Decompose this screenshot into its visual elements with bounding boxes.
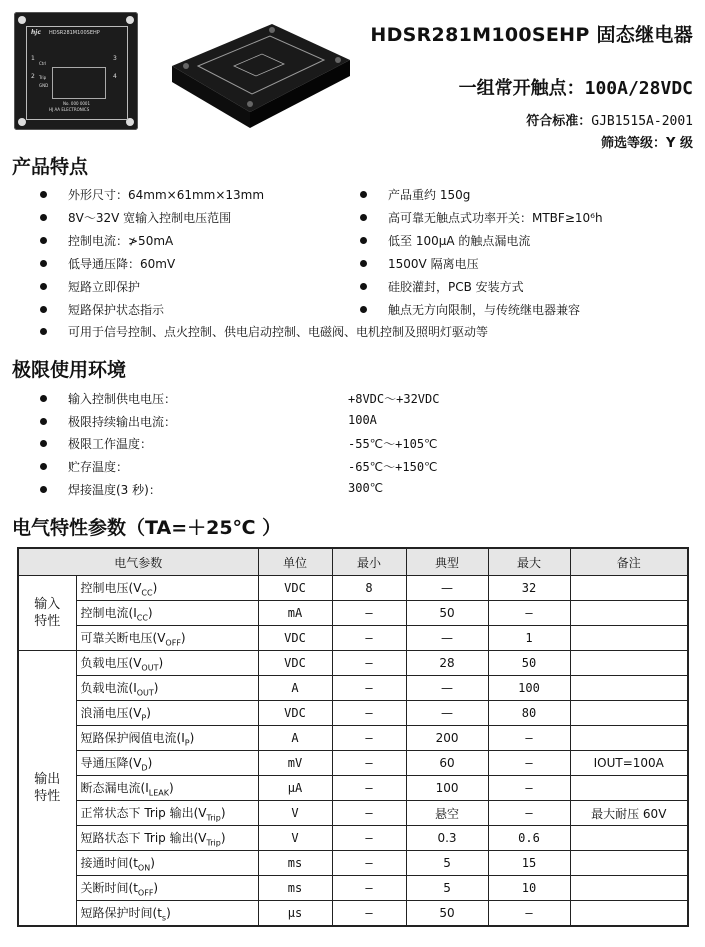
group-label [18, 576, 76, 651]
limit-label: 贮存温度： [68, 458, 128, 475]
pin-label: Trip [39, 75, 47, 80]
circuit-diagram-print [52, 67, 106, 99]
standard-line [526, 110, 693, 129]
cell-unit: A [258, 676, 332, 701]
table-row [18, 651, 688, 676]
param-subscript: OFF [165, 638, 181, 648]
cell-note [570, 676, 688, 701]
limit-label: 焊接温度(3 秒)： [68, 481, 161, 498]
table-row [18, 876, 688, 901]
bullet-icon [40, 440, 47, 447]
section-heading-limits: 极限使用环境 [12, 359, 127, 381]
param-cell: 短路保护阀值电流$(I_P)$ [76, 726, 258, 751]
group-label-line: 特性 [34, 789, 61, 804]
feature-item: 可用于信号控制、点火控制、供电启动控制、电磁阀、电机控制及照明灯驱动等 [68, 323, 488, 340]
cell-typ: 28 [406, 651, 488, 676]
cell-note [570, 876, 688, 901]
cell-min: — [332, 876, 406, 901]
bullet-icon [40, 486, 47, 493]
param-subscript: OFF [137, 888, 154, 898]
limit-value: 300℃ [348, 481, 384, 495]
bullet-icon [40, 395, 47, 402]
table-row [18, 751, 688, 776]
cell-typ: 0.3 [406, 826, 488, 851]
cell-min: — [332, 851, 406, 876]
cell-min: — [332, 651, 406, 676]
cell-min: — [332, 701, 406, 726]
bullet-icon [40, 191, 47, 198]
table-row [18, 601, 688, 626]
param-subscript: Trip [206, 813, 221, 823]
param-symbol: I [133, 605, 137, 620]
cell-unit: VDC [258, 701, 332, 726]
table-row [18, 826, 688, 851]
feature-item: 外形尺寸：64mm×61mm×13mm [68, 186, 264, 203]
param-name: 短路保护时间 [80, 905, 153, 920]
cell-note [570, 651, 688, 676]
electrical-spec-table [17, 547, 689, 927]
cell-min: — [332, 751, 406, 776]
manufacturer-print: HJ AA ELECTRONICS [49, 107, 90, 112]
cell-max: 50 [488, 651, 570, 676]
cell-note: 最大耐压 60V [570, 801, 688, 826]
param-symbol: t [157, 905, 162, 920]
grade-label: 筛选等级： [601, 136, 667, 151]
param-cell: 控制电流$(I_{CC})$ [76, 601, 258, 626]
param-cell: 负载电压$(V_{OUT})$ [76, 651, 258, 676]
cell-typ: — [406, 701, 488, 726]
pin-number: 2 [31, 73, 35, 80]
param-cell: 可靠关断电压$(V_{OFF})$ [76, 626, 258, 651]
table-row [18, 801, 688, 826]
cell-min: — [332, 776, 406, 801]
param-name: 控制电流 [80, 605, 129, 620]
param-name: 短路保护阀值电流 [80, 730, 177, 745]
standard-label: 符合标准： [526, 114, 592, 129]
pin-number: 4 [113, 73, 117, 80]
param-subscript: OUT [141, 663, 159, 673]
param-subscript: D [141, 763, 148, 773]
cell-typ: — [406, 576, 488, 601]
cell-min: — [332, 676, 406, 701]
param-symbol: I [145, 780, 149, 795]
cell-max: 1 [488, 626, 570, 651]
cell-typ: 60 [406, 751, 488, 776]
table-row [18, 576, 688, 601]
limit-value: 100A [348, 413, 377, 427]
param-name: 可靠关断电压 [80, 630, 153, 645]
param-subscript: P [184, 738, 190, 748]
table-row [18, 776, 688, 801]
param-name: 负载电压 [80, 655, 129, 670]
bullet-icon [40, 260, 47, 267]
feature-item: 1500V 隔离电压 [388, 255, 479, 272]
feature-item: 触点无方向限制，与传统继电器兼容 [388, 301, 580, 318]
standard-value: GJB1515A-2001 [591, 114, 693, 129]
bullet-icon [40, 463, 47, 470]
bullet-icon [40, 283, 47, 290]
param-cell: 导通压降$(V_D)$ [76, 751, 258, 776]
cell-min: — [332, 726, 406, 751]
pin-number: 1 [31, 55, 35, 62]
mount-hole [18, 16, 26, 24]
cell-typ: 悬空 [406, 801, 488, 826]
feature-item: 硅胶灌封，PCB 安装方式 [388, 278, 524, 295]
table-row [18, 626, 688, 651]
limit-value: -65℃～+150℃ [348, 460, 438, 474]
cell-note [570, 576, 688, 601]
bullet-icon [40, 214, 47, 221]
cell-min: — [332, 601, 406, 626]
cell-min: — [332, 626, 406, 651]
cell-unit: VDC [258, 576, 332, 601]
section-heading-features: 产品特点 [12, 156, 89, 178]
product-subtitle: 一组常开触点：100A/28VDC [458, 78, 693, 99]
cell-typ: 50 [406, 901, 488, 927]
mount-hole [126, 16, 134, 24]
cell-note [570, 901, 688, 927]
param-symbol: V [198, 830, 207, 845]
param-symbol: V [157, 630, 166, 645]
bullet-icon [360, 283, 367, 290]
column-header: 电气参数 [18, 548, 258, 576]
feature-item: 短路立即保护 [68, 278, 140, 295]
cell-note: IOUT=100A [570, 751, 688, 776]
param-subscript: s [161, 913, 167, 923]
cell-typ: 5 [406, 851, 488, 876]
param-subscript: Trip [206, 838, 221, 848]
bullet-icon [360, 214, 367, 221]
param-symbol: V [133, 705, 142, 720]
param-symbol: V [133, 755, 142, 770]
param-symbol: V [133, 655, 142, 670]
table-row [18, 701, 688, 726]
feature-item: 高可靠无触点式功率开关：MTBF≥10⁶h [388, 209, 603, 226]
cell-max: — [488, 776, 570, 801]
limit-label: 输入控制供电电压： [68, 390, 176, 407]
bullet-icon [360, 191, 367, 198]
param-subscript: P [141, 713, 147, 723]
cell-note [570, 726, 688, 751]
feature-item: 控制电流：≯50mA [68, 232, 173, 249]
bullet-icon [40, 306, 47, 313]
cell-max: 80 [488, 701, 570, 726]
param-name: 负载电流 [80, 680, 129, 695]
cell-max: — [488, 601, 570, 626]
bullet-icon [40, 418, 47, 425]
param-cell: 短路状态下 Trip 输出$(V_{Trip})$ [76, 826, 258, 851]
pin-label: GND [39, 83, 49, 88]
cell-unit: V [258, 826, 332, 851]
bullet-icon [360, 237, 367, 244]
cell-max: 10 [488, 876, 570, 901]
param-symbol: V [133, 580, 142, 595]
param-cell: 断态漏电流$(I_{LEAK})$ [76, 776, 258, 801]
bullet-icon [360, 306, 367, 313]
param-name: 短路状态下 Trip 输出 [80, 830, 194, 845]
cell-min: — [332, 901, 406, 927]
cell-min: 8 [332, 576, 406, 601]
cell-typ: 5 [406, 876, 488, 901]
param-cell: 控制电压$(V_{CC})$ [76, 576, 258, 601]
product-photo-angled [162, 16, 354, 130]
column-header: 最小 [332, 548, 406, 576]
bullet-icon [360, 260, 367, 267]
feature-item: 产品重约 150g [388, 186, 470, 203]
product-photo-top [14, 12, 138, 130]
group-label-line: 输入 [34, 597, 61, 612]
param-subscript: CC [141, 588, 153, 598]
cell-unit: ms [258, 851, 332, 876]
param-subscript: ON [137, 863, 151, 873]
feature-item: 8V～32V 宽输入控制电压范围 [68, 209, 231, 226]
mount-hole [18, 118, 26, 126]
param-subscript: CC [136, 613, 148, 623]
product-label-area [26, 26, 128, 120]
cell-note [570, 851, 688, 876]
bullet-icon [40, 328, 47, 335]
grade-line [601, 132, 693, 151]
cell-max: 100 [488, 676, 570, 701]
group-label-line: 输出 [34, 772, 61, 787]
column-header: 单位 [258, 548, 332, 576]
cell-min: — [332, 826, 406, 851]
cell-unit: mA [258, 601, 332, 626]
column-header: 最大 [488, 548, 570, 576]
feature-item: 短路保护状态指示 [68, 301, 164, 318]
cell-unit: μs [258, 901, 332, 927]
param-cell: 正常状态下 Trip 输出$(V_{Trip})$ [76, 801, 258, 826]
cell-max: — [488, 726, 570, 751]
limit-value: -55℃～+105℃ [348, 437, 438, 451]
cell-max: 15 [488, 851, 570, 876]
limit-label: 极限持续输出电流： [68, 413, 176, 430]
cell-typ: — [406, 626, 488, 651]
cell-note [570, 701, 688, 726]
param-symbol: V [198, 805, 207, 820]
param-subscript: LEAK [148, 788, 169, 798]
brand-logo: hjc [31, 29, 41, 36]
cell-max: — [488, 901, 570, 927]
column-header: 典型 [406, 548, 488, 576]
cell-note [570, 626, 688, 651]
group-label-line: 特性 [34, 614, 61, 629]
cell-unit: ms [258, 876, 332, 901]
limit-value: +8VDC～+32VDC [348, 392, 440, 406]
param-name: 正常状态下 Trip 输出 [80, 805, 194, 820]
param-cell: 短路保护时间$(t_s)$ [76, 901, 258, 927]
serial-number-print: No. 000 0001 [63, 101, 90, 106]
cell-max: 0.6 [488, 826, 570, 851]
cell-typ: — [406, 676, 488, 701]
table-row [18, 726, 688, 751]
param-cell: 负载电流$(I_{OUT})$ [76, 676, 258, 701]
group-label [18, 651, 76, 927]
pin-label: Ctrl [39, 61, 47, 66]
cell-unit: A [258, 726, 332, 751]
cell-min: — [332, 801, 406, 826]
table-row [18, 676, 688, 701]
cell-max: — [488, 801, 570, 826]
cell-note [570, 826, 688, 851]
bullet-icon [40, 237, 47, 244]
param-cell: 关断时间$(t_{OFF})$ [76, 876, 258, 901]
param-name: 断态漏电流 [80, 780, 141, 795]
param-name: 接通时间 [80, 855, 129, 870]
cell-typ: 100 [406, 776, 488, 801]
param-symbol: t [133, 880, 138, 895]
feature-item: 低至 100μA 的触点漏电流 [388, 232, 530, 249]
param-symbol: I [133, 680, 137, 695]
cell-note [570, 776, 688, 801]
param-symbol: I [181, 730, 185, 745]
cell-note [570, 601, 688, 626]
feature-item: 低导通压降：60mV [68, 255, 175, 272]
param-symbol: t [133, 855, 138, 870]
cell-typ: 50 [406, 601, 488, 626]
table-header-row [18, 548, 688, 576]
param-name: 控制电压 [80, 580, 129, 595]
cell-unit: V [258, 801, 332, 826]
cell-unit: VDC [258, 651, 332, 676]
cell-max: 32 [488, 576, 570, 601]
param-cell: 接通时间$(t_{ON})$ [76, 851, 258, 876]
cell-unit: VDC [258, 626, 332, 651]
cell-unit: mV [258, 751, 332, 776]
param-name: 关断时间 [80, 880, 129, 895]
product-title: HDSR281M100SEHP 固态继电器 [370, 24, 693, 46]
cell-typ: 200 [406, 726, 488, 751]
cell-unit: μA [258, 776, 332, 801]
column-header: 备注 [570, 548, 688, 576]
table-row [18, 901, 688, 927]
cell-max: — [488, 751, 570, 776]
param-name: 浪涌电压 [80, 705, 129, 720]
param-subscript: OUT [136, 688, 154, 698]
section-heading-electrical: 电气特性参数（TA=＋25℃ ） [12, 517, 282, 539]
product-model-print: HDSR281M100SEHP [49, 30, 100, 36]
grade-value: Y 级 [666, 136, 693, 151]
param-cell: 浪涌电压$(V_P)$ [76, 701, 258, 726]
table-row [18, 851, 688, 876]
param-name: 导通压降 [80, 755, 129, 770]
limit-label: 极限工作温度： [68, 435, 152, 452]
pin-number: 3 [113, 55, 117, 62]
table-body [18, 576, 688, 927]
